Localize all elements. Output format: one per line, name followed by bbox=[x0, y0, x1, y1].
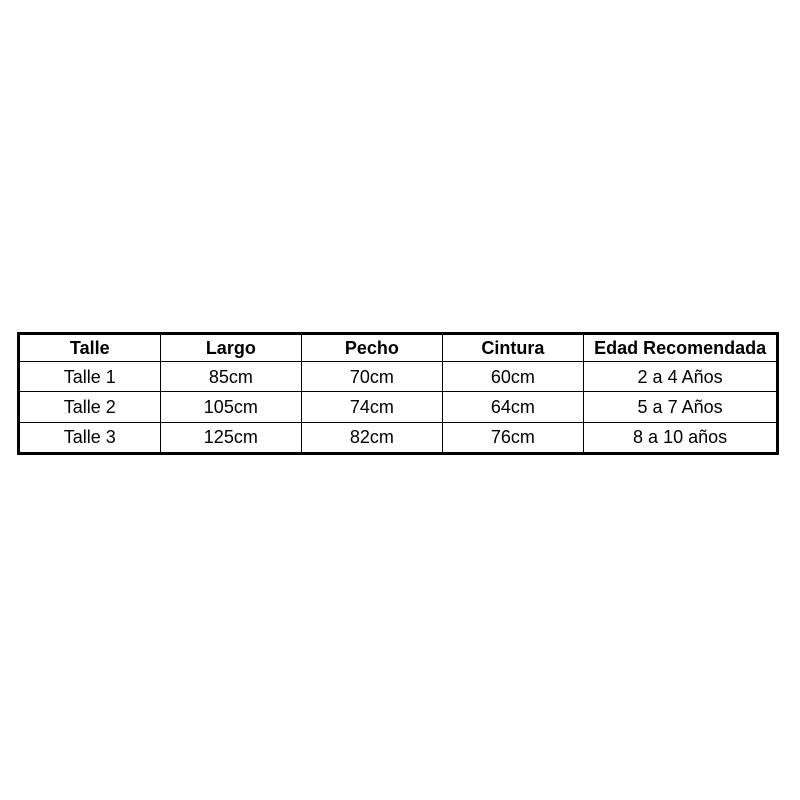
table-body bbox=[19, 362, 778, 454]
table-row bbox=[19, 392, 778, 422]
table-row bbox=[19, 362, 778, 392]
header-cintura: Cintura bbox=[442, 334, 584, 362]
header-talle: Talle bbox=[19, 334, 161, 362]
cell-pecho: 74cm bbox=[302, 392, 443, 422]
table-header bbox=[19, 334, 778, 362]
cell-largo: 85cm bbox=[160, 362, 302, 392]
cell-largo: 125cm bbox=[160, 422, 302, 453]
cell-cintura: 76cm bbox=[442, 422, 584, 453]
header-largo: Largo bbox=[160, 334, 302, 362]
cell-largo: 105cm bbox=[160, 392, 302, 422]
cell-cintura: 60cm bbox=[442, 362, 584, 392]
cell-edad: 5 a 7 Años bbox=[584, 392, 778, 422]
cell-edad: 8 a 10 años bbox=[584, 422, 778, 453]
table-row bbox=[19, 422, 778, 453]
cell-edad: 2 a 4 Años bbox=[584, 362, 778, 392]
cell-talle: Talle 1 bbox=[19, 362, 161, 392]
header-edad-recomendada: Edad Recomendada bbox=[584, 334, 778, 362]
cell-talle: Talle 2 bbox=[19, 392, 161, 422]
header-row bbox=[19, 334, 778, 362]
cell-cintura: 64cm bbox=[442, 392, 584, 422]
cell-pecho: 82cm bbox=[302, 422, 443, 453]
header-pecho: Pecho bbox=[302, 334, 443, 362]
cell-talle: Talle 3 bbox=[19, 422, 161, 453]
size-chart-table bbox=[17, 332, 779, 455]
cell-pecho: 70cm bbox=[302, 362, 443, 392]
